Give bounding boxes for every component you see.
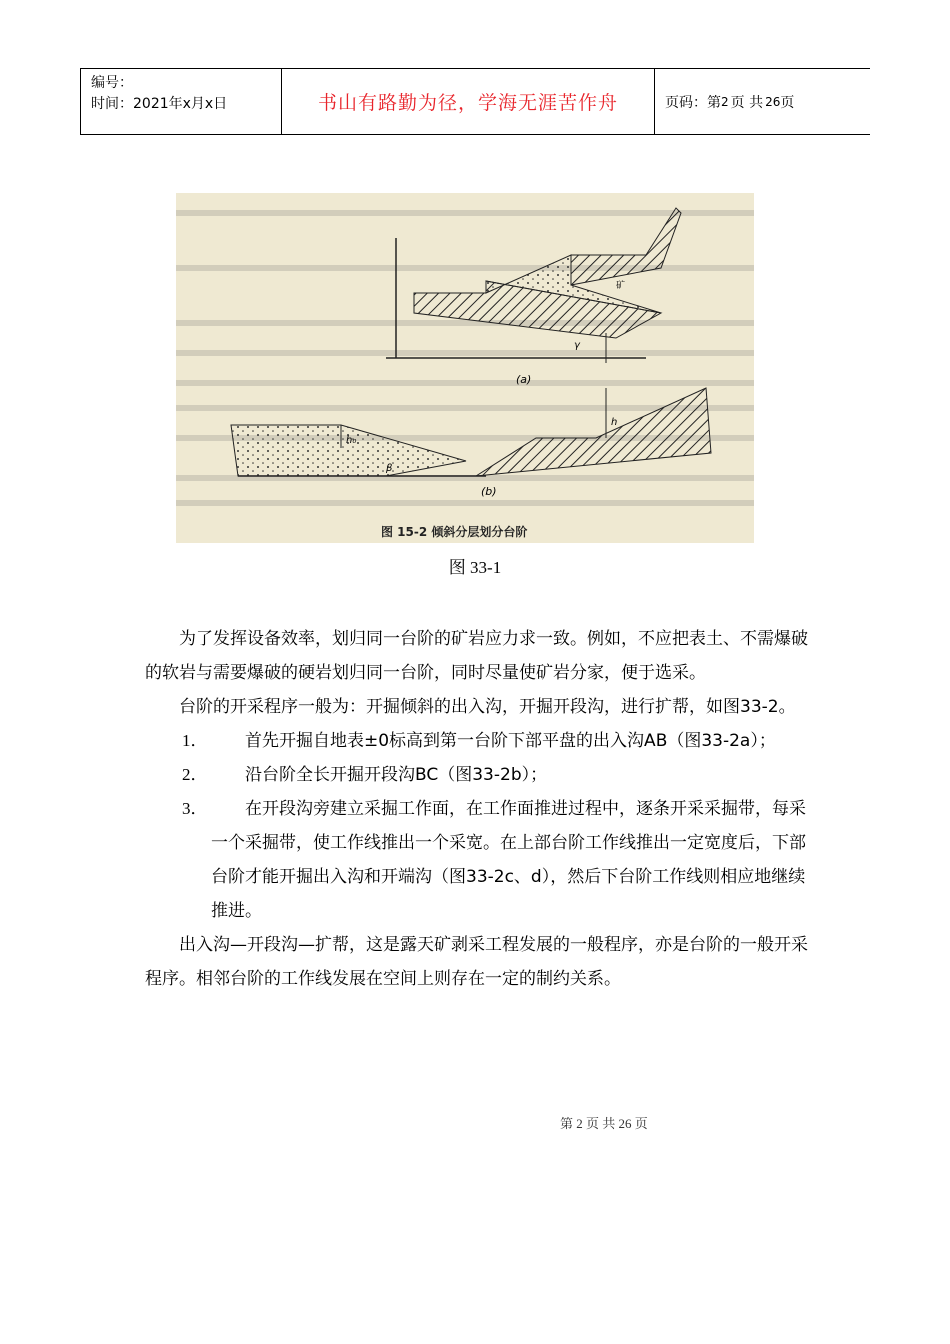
date-label: 时间：2021年x月x日	[91, 96, 228, 112]
page-number: 2	[721, 94, 729, 109]
list-number: 3．	[182, 799, 208, 818]
header-motto-cell	[282, 69, 655, 134]
label-h0: h₀	[346, 435, 357, 446]
list-number: 1．	[182, 731, 208, 750]
list-text: 在开段沟旁建立采掘工作面，在工作面推进过程中，逐条开采采掘带，每采一个采掘带，使工作线推出一个采宽。在上部台阶工作线推出一定宽度后，下部台阶才能开掘出入沟和开端沟（图33-2c、d），然后下台阶工作线则相应地继续推进。	[211, 799, 806, 921]
paragraph-1: 为了发挥设备效率，划归同一台阶的矿岩应力求一致。例如，不应把表土、不需爆破的软岩与需要爆破的硬岩划归同一台阶，同时尽量使矿岩分家，便于选采。	[145, 629, 808, 683]
label-gamma: γ	[574, 340, 580, 351]
label-h: h	[611, 417, 618, 428]
header-meta	[80, 69, 282, 134]
label-a: (a)	[516, 373, 532, 386]
list-item	[145, 758, 810, 792]
label-beta: β	[386, 463, 393, 474]
figure-inner-caption: 图 15-2 倾斜分层划分台阶	[381, 525, 528, 539]
label-b: (b)	[481, 485, 497, 498]
figure-caption: 图 33-1	[448, 558, 502, 577]
diagram-a	[386, 208, 681, 386]
page-label: 页码：第	[665, 94, 721, 111]
body-text	[145, 622, 810, 996]
list-text: 沿台阶全长开掘开段沟BC（图33-2b）；	[245, 765, 548, 785]
footer-page-number: 第 2 页 共 26 页	[560, 1116, 648, 1131]
scanned-figure	[176, 193, 754, 543]
bench-diagram	[176, 193, 754, 543]
list-item	[145, 724, 810, 758]
diagram-b	[231, 388, 711, 498]
paragraph-2: 台阶的开采程序一般为：开掘倾斜的出入沟，开掘开段沟，进行扩帮，如图33-2。	[179, 697, 796, 717]
label-ore: 矿	[616, 281, 626, 291]
motto: 书山有路勤为径，学海无涯苦作舟	[317, 92, 618, 114]
header-page-cell	[655, 69, 870, 134]
page-total: 26	[765, 94, 781, 109]
number-label: 编号：	[91, 75, 133, 91]
header-table	[80, 68, 870, 135]
page-mid: 页 共	[730, 94, 764, 111]
list-text: 首先开掘自地表±0标高到第一台阶下部平盘的出入沟AB（图33-2a）；	[245, 731, 776, 751]
page-end: 页	[780, 94, 795, 111]
list-number: 2．	[182, 765, 208, 784]
paragraph-3: 出入沟—开段沟—扩帮，这是露天矿剥采工程发展的一般程序，亦是台阶的一般开采程序。相邻台阶的工作线发展在空间上则存在一定的制约关系。	[145, 935, 808, 989]
list-item	[145, 792, 810, 928]
